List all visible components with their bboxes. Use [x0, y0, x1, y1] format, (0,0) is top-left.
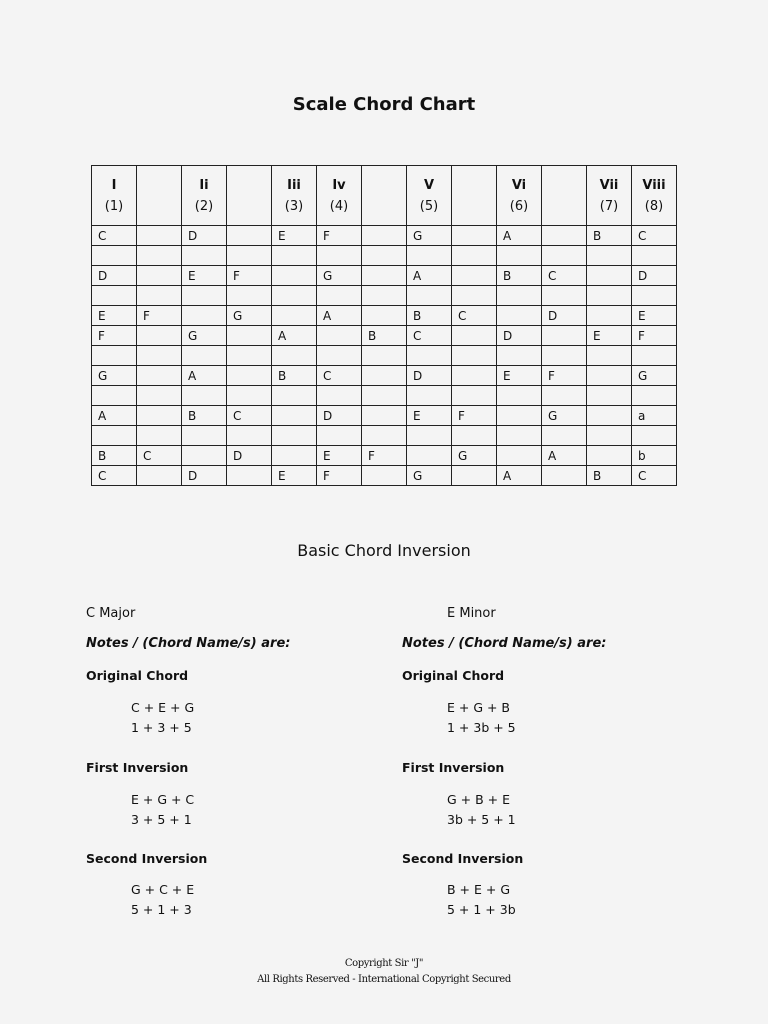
note-cell [137, 346, 182, 366]
note-cell [362, 386, 407, 406]
degree-number: (1) [104, 198, 124, 214]
note-cell [407, 346, 452, 366]
note-cell [227, 426, 272, 446]
roman-numeral: Viii [642, 177, 666, 193]
note-cell [632, 286, 677, 306]
chord-key-label: C Major [86, 606, 136, 621]
degree-header [542, 166, 587, 226]
degree-header [362, 166, 407, 226]
note-cell [137, 386, 182, 406]
note-cell: C [92, 226, 137, 246]
note-cell [452, 326, 497, 346]
note-cell [632, 246, 677, 266]
note-cell [317, 246, 362, 266]
degree-header [587, 166, 632, 226]
original-notes: C + E + G [131, 700, 195, 715]
note-cell: A [182, 366, 227, 386]
note-cell [542, 286, 587, 306]
note-cell [587, 426, 632, 446]
note-cell [542, 326, 587, 346]
table-row [92, 386, 677, 406]
roman-numeral: Ii [199, 177, 209, 193]
roman-numeral: V [423, 177, 435, 193]
original-notes: E + G + B [447, 700, 511, 715]
note-cell [227, 226, 272, 246]
table-row [92, 246, 677, 266]
note-cell [587, 246, 632, 266]
table-row [92, 446, 677, 466]
degree-header [137, 166, 182, 226]
note-cell: E [632, 306, 677, 326]
section-title: Basic Chord Inversion [297, 541, 471, 560]
note-cell [542, 226, 587, 246]
table-row [92, 466, 677, 486]
note-cell: F [632, 326, 677, 346]
note-cell [92, 246, 137, 266]
note-cell: G [407, 226, 452, 246]
note-cell: C [317, 366, 362, 386]
note-cell [182, 446, 227, 466]
roman-numeral: Iv [332, 177, 346, 193]
table-row [92, 306, 677, 326]
notes-intro: Notes / (Chord Name/s) are: [86, 636, 291, 651]
first-inversion-notes: G + B + E [447, 792, 511, 807]
rights-line: All Rights Reserved - International Copyright Secured [257, 974, 511, 985]
note-cell [587, 366, 632, 386]
note-cell [362, 346, 407, 366]
note-cell [272, 426, 317, 446]
note-cell [497, 286, 542, 306]
degree-number: (4) [329, 198, 349, 214]
note-cell: B [497, 266, 542, 286]
note-cell: b [632, 446, 677, 466]
note-cell [362, 366, 407, 386]
table-row [92, 266, 677, 286]
note-cell [452, 366, 497, 386]
original-chord-label: Original Chord [402, 668, 505, 683]
note-cell: G [227, 306, 272, 326]
degree-header [497, 166, 542, 226]
note-cell: A [497, 466, 542, 486]
degree-header [452, 166, 497, 226]
degree-number: (5) [419, 198, 439, 214]
note-cell [272, 306, 317, 326]
roman-numeral: Iii [287, 177, 301, 193]
note-cell [362, 226, 407, 246]
note-cell [587, 266, 632, 286]
note-cell [272, 346, 317, 366]
note-cell: F [452, 406, 497, 426]
note-cell [497, 346, 542, 366]
roman-numeral: Vi [511, 177, 527, 193]
note-cell [452, 226, 497, 246]
note-cell: E [182, 266, 227, 286]
note-cell [452, 386, 497, 406]
note-cell: A [92, 406, 137, 426]
note-cell: D [542, 306, 587, 326]
note-cell [182, 346, 227, 366]
note-cell [92, 346, 137, 366]
table-row [92, 326, 677, 346]
note-cell [452, 466, 497, 486]
table-row [92, 346, 677, 366]
original-chord-label: Original Chord [86, 668, 189, 683]
note-cell: E [92, 306, 137, 326]
degree-number: (2) [194, 198, 214, 214]
note-cell [452, 286, 497, 306]
note-cell: C [542, 266, 587, 286]
degree-header [407, 166, 452, 226]
note-cell [272, 266, 317, 286]
note-cell [452, 346, 497, 366]
note-cell [542, 246, 587, 266]
copyright-line: Copyright Sir "J" [344, 958, 424, 969]
note-cell: C [227, 406, 272, 426]
note-cell: D [317, 406, 362, 426]
note-cell: F [362, 446, 407, 466]
note-cell [272, 386, 317, 406]
degree-number: (6) [509, 198, 529, 214]
note-cell: E [587, 326, 632, 346]
note-cell [407, 386, 452, 406]
note-cell: E [272, 226, 317, 246]
note-cell: B [92, 446, 137, 466]
note-cell [182, 426, 227, 446]
note-cell: B [272, 366, 317, 386]
table-row [92, 406, 677, 426]
note-cell: F [317, 466, 362, 486]
note-cell [407, 246, 452, 266]
degree-header [317, 166, 362, 226]
note-cell [587, 406, 632, 426]
note-cell [587, 446, 632, 466]
note-cell: a [632, 406, 677, 426]
note-cell [362, 306, 407, 326]
note-cell [272, 446, 317, 466]
first-inversion-degrees: 3b + 5 + 1 [447, 812, 516, 827]
page-title: Scale Chord Chart [292, 94, 476, 115]
note-cell [137, 326, 182, 346]
degree-header [92, 166, 137, 226]
note-cell: D [227, 446, 272, 466]
note-cell [227, 346, 272, 366]
note-cell [407, 426, 452, 446]
note-cell: B [587, 226, 632, 246]
note-cell: A [317, 306, 362, 326]
note-cell: C [137, 446, 182, 466]
table-row [92, 226, 677, 246]
note-cell [182, 246, 227, 266]
note-cell: F [92, 326, 137, 346]
note-cell [452, 266, 497, 286]
note-cell: F [227, 266, 272, 286]
note-cell [362, 406, 407, 426]
note-cell [92, 286, 137, 306]
note-cell [182, 286, 227, 306]
note-cell [137, 226, 182, 246]
table-row [92, 426, 677, 446]
note-cell [542, 346, 587, 366]
note-cell: C [632, 226, 677, 246]
note-cell [272, 406, 317, 426]
note-cell [497, 406, 542, 426]
note-cell: G [452, 446, 497, 466]
note-cell [362, 246, 407, 266]
note-cell [182, 386, 227, 406]
second-inversion-degrees: 5 + 1 + 3b [447, 902, 516, 917]
note-cell [362, 466, 407, 486]
degree-number: (7) [599, 198, 619, 214]
note-cell [497, 426, 542, 446]
table-row [92, 366, 677, 386]
second-inversion-label: Second Inversion [86, 851, 208, 866]
note-cell: C [632, 466, 677, 486]
note-cell: B [182, 406, 227, 426]
note-cell [362, 286, 407, 306]
degree-header [272, 166, 317, 226]
note-cell: D [497, 326, 542, 346]
note-cell [317, 346, 362, 366]
note-cell [587, 286, 632, 306]
note-cell [587, 306, 632, 326]
notes-intro: Notes / (Chord Name/s) are: [402, 636, 607, 651]
note-cell [317, 386, 362, 406]
degree-header [227, 166, 272, 226]
note-cell [182, 306, 227, 326]
note-cell [632, 386, 677, 406]
degree-number: (3) [284, 198, 304, 214]
note-cell [632, 346, 677, 366]
original-degrees: 1 + 3b + 5 [447, 720, 516, 735]
note-cell [137, 466, 182, 486]
note-cell: G [407, 466, 452, 486]
note-cell: D [632, 266, 677, 286]
note-cell: B [362, 326, 407, 346]
note-cell: F [317, 226, 362, 246]
note-cell [137, 246, 182, 266]
original-degrees: 1 + 3 + 5 [131, 720, 192, 735]
note-cell [317, 426, 362, 446]
first-inversion-notes: E + G + C [131, 792, 195, 807]
note-cell [452, 426, 497, 446]
note-cell: D [92, 266, 137, 286]
note-cell: E [317, 446, 362, 466]
note-cell [587, 386, 632, 406]
note-cell [497, 386, 542, 406]
note-cell [227, 246, 272, 266]
note-cell [227, 466, 272, 486]
note-cell: F [542, 366, 587, 386]
chord-key-label: E Minor [447, 606, 496, 621]
note-cell [587, 346, 632, 366]
note-cell [227, 366, 272, 386]
roman-numeral: Vii [599, 177, 619, 193]
note-cell: D [407, 366, 452, 386]
note-cell [227, 286, 272, 306]
note-cell: E [497, 366, 542, 386]
note-cell [452, 246, 497, 266]
table-row [92, 286, 677, 306]
note-cell [227, 326, 272, 346]
note-cell [362, 426, 407, 446]
note-cell: B [407, 306, 452, 326]
note-cell: A [272, 326, 317, 346]
note-cell [227, 386, 272, 406]
note-cell [497, 246, 542, 266]
note-cell: A [542, 446, 587, 466]
note-cell [542, 426, 587, 446]
note-cell [137, 406, 182, 426]
degree-number: (8) [644, 198, 664, 214]
note-cell: E [272, 466, 317, 486]
note-cell: A [407, 266, 452, 286]
note-cell [542, 386, 587, 406]
second-inversion-label: Second Inversion [402, 851, 524, 866]
note-cell: G [317, 266, 362, 286]
copyright-notice [0, 956, 768, 988]
note-cell [272, 246, 317, 266]
roman-numeral: I [111, 177, 117, 193]
note-cell: E [407, 406, 452, 426]
scale-chord-table [91, 165, 677, 486]
note-cell: B [587, 466, 632, 486]
note-cell [137, 366, 182, 386]
first-inversion-degrees: 3 + 5 + 1 [131, 812, 192, 827]
note-cell: A [497, 226, 542, 246]
note-cell: G [542, 406, 587, 426]
second-inversion-notes: B + E + G [447, 882, 511, 897]
note-cell: C [452, 306, 497, 326]
note-cell [407, 446, 452, 466]
note-cell: D [182, 466, 227, 486]
second-inversion-degrees: 5 + 1 + 3 [131, 902, 192, 917]
table-header-row [92, 166, 677, 226]
note-cell [92, 386, 137, 406]
note-cell [137, 286, 182, 306]
note-cell [362, 266, 407, 286]
note-cell [272, 286, 317, 306]
note-cell [137, 266, 182, 286]
note-cell [542, 466, 587, 486]
note-cell [407, 286, 452, 306]
degree-header [182, 166, 227, 226]
first-inversion-label: First Inversion [402, 760, 505, 775]
note-cell [497, 306, 542, 326]
first-inversion-label: First Inversion [86, 760, 189, 775]
degree-header [632, 166, 677, 226]
note-cell [317, 326, 362, 346]
note-cell: C [92, 466, 137, 486]
second-inversion-notes: G + C + E [131, 882, 195, 897]
note-cell: D [182, 226, 227, 246]
note-cell: F [137, 306, 182, 326]
note-cell [92, 426, 137, 446]
note-cell: G [632, 366, 677, 386]
note-cell: C [407, 326, 452, 346]
note-cell: G [182, 326, 227, 346]
note-cell [137, 426, 182, 446]
note-cell [497, 446, 542, 466]
note-cell [632, 426, 677, 446]
note-cell [317, 286, 362, 306]
note-cell: G [92, 366, 137, 386]
